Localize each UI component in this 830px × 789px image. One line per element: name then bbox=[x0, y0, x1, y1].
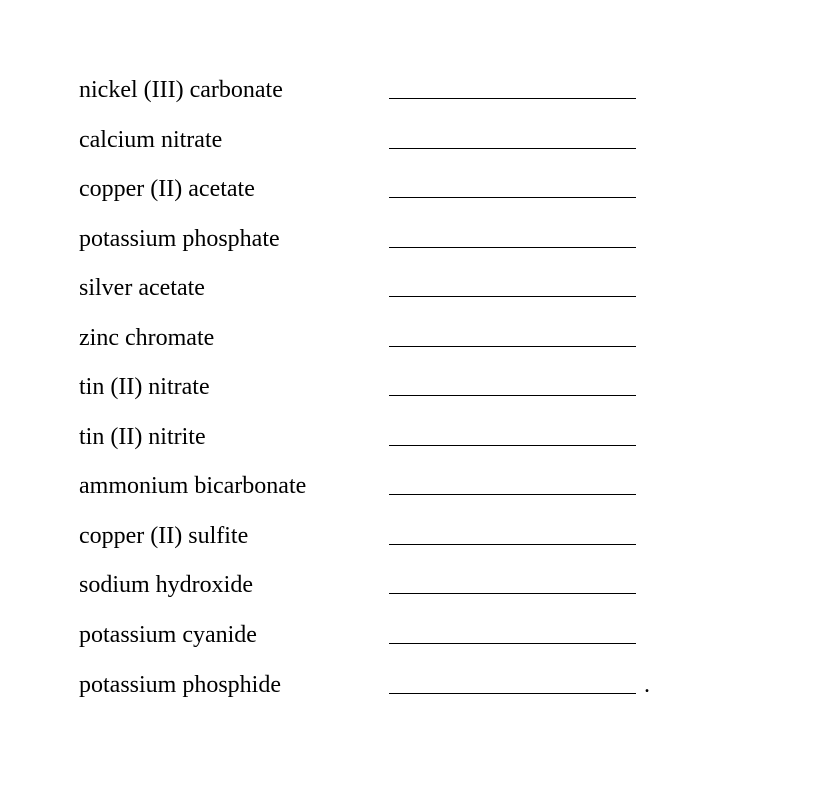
list-item bbox=[0, 521, 830, 561]
compound-name: sodium hydroxide bbox=[79, 572, 253, 598]
compound-name: copper (II) sulfite bbox=[79, 523, 249, 549]
answer-blank bbox=[389, 445, 636, 446]
answer-blank bbox=[389, 296, 636, 297]
answer-blank bbox=[389, 197, 636, 198]
list-item bbox=[0, 570, 830, 610]
compound-name: tin (II) nitrate bbox=[79, 374, 210, 400]
answer-blank bbox=[389, 693, 636, 694]
answer-blank bbox=[389, 593, 636, 594]
list-item bbox=[0, 174, 830, 214]
compound-name: nickel (III) carbonate bbox=[79, 77, 283, 103]
answer-blank bbox=[389, 494, 636, 495]
compound-name: zinc chromate bbox=[79, 325, 215, 351]
trailing-period: . bbox=[644, 672, 650, 698]
compound-name: silver acetate bbox=[79, 275, 205, 301]
compound-name: potassium phosphate bbox=[79, 226, 280, 252]
list-item bbox=[0, 422, 830, 462]
answer-blank bbox=[389, 247, 636, 248]
compound-name: tin (II) nitrite bbox=[79, 424, 206, 450]
list-item bbox=[0, 620, 830, 660]
compound-name: potassium phosphide bbox=[79, 672, 281, 698]
answer-blank bbox=[389, 148, 636, 149]
answer-blank bbox=[389, 544, 636, 545]
list-item bbox=[0, 273, 830, 313]
answer-blank bbox=[389, 98, 636, 99]
compound-name: copper (II) acetate bbox=[79, 176, 255, 202]
list-item bbox=[0, 125, 830, 165]
list-item bbox=[0, 75, 830, 115]
answer-blank bbox=[389, 395, 636, 396]
answer-blank bbox=[389, 643, 636, 644]
list-item bbox=[0, 224, 830, 264]
list-item bbox=[0, 670, 830, 710]
answer-blank bbox=[389, 346, 636, 347]
list-item bbox=[0, 323, 830, 363]
compound-name: ammonium bicarbonate bbox=[79, 473, 307, 499]
list-item bbox=[0, 372, 830, 412]
compound-name: calcium nitrate bbox=[79, 127, 223, 153]
list-item bbox=[0, 471, 830, 511]
compound-name: potassium cyanide bbox=[79, 622, 257, 648]
